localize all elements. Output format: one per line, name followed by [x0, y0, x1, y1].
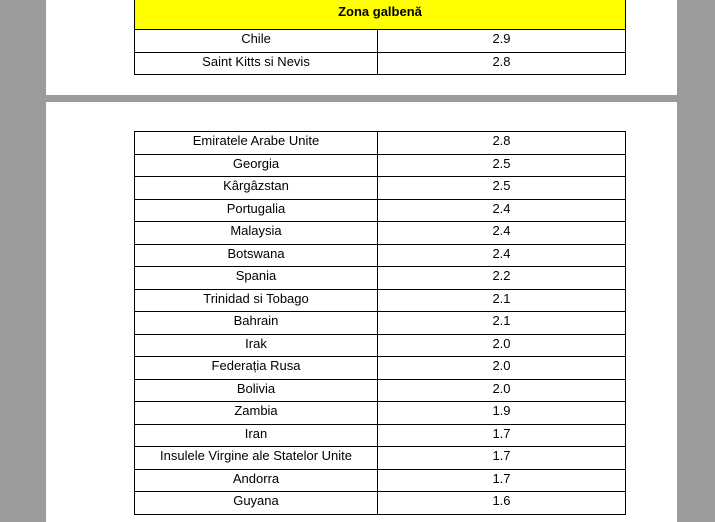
country-cell: Emiratele Arabe Unite	[135, 132, 378, 155]
country-cell: Chile	[135, 30, 378, 53]
value-cell: 2.0	[378, 379, 626, 402]
table-row	[135, 334, 626, 357]
table-row	[135, 379, 626, 402]
country-cell: Trinidad si Tobago	[135, 289, 378, 312]
value-cell: 2.1	[378, 312, 626, 335]
document-page-1	[46, 0, 677, 95]
zone-header: Zona galbenă	[135, 0, 626, 30]
value-cell: 1.6	[378, 492, 626, 515]
value-cell: 2.4	[378, 199, 626, 222]
value-cell: 2.0	[378, 334, 626, 357]
country-table-page-2	[134, 131, 626, 515]
table-row	[135, 289, 626, 312]
table-row	[135, 312, 626, 335]
country-cell: Bahrain	[135, 312, 378, 335]
country-cell: Insulele Virgine ale Statelor Unite	[135, 447, 378, 470]
table-row	[135, 132, 626, 155]
table-row	[135, 357, 626, 380]
country-cell: Botswana	[135, 244, 378, 267]
value-cell: 1.7	[378, 424, 626, 447]
zone-header-row	[135, 0, 626, 30]
country-cell: Federația Rusa	[135, 357, 378, 380]
country-cell: Portugalia	[135, 199, 378, 222]
value-cell: 2.5	[378, 177, 626, 200]
value-cell: 1.7	[378, 469, 626, 492]
country-cell: Kârgâzstan	[135, 177, 378, 200]
country-cell: Andorra	[135, 469, 378, 492]
country-cell: Guyana	[135, 492, 378, 515]
country-cell: Zambia	[135, 402, 378, 425]
table-row	[135, 154, 626, 177]
table-row	[135, 177, 626, 200]
table-row	[135, 424, 626, 447]
country-cell: Iran	[135, 424, 378, 447]
country-cell: Irak	[135, 334, 378, 357]
table-row	[135, 402, 626, 425]
country-table-page-1	[134, 0, 626, 75]
value-cell: 2.9	[378, 30, 626, 53]
table-row	[135, 469, 626, 492]
value-cell: 2.5	[378, 154, 626, 177]
value-cell: 2.8	[378, 52, 626, 75]
value-cell: 2.2	[378, 267, 626, 290]
country-cell: Bolivia	[135, 379, 378, 402]
table-row	[135, 447, 626, 470]
value-cell: 1.9	[378, 402, 626, 425]
country-cell: Malaysia	[135, 222, 378, 245]
country-cell: Saint Kitts si Nevis	[135, 52, 378, 75]
value-cell: 2.0	[378, 357, 626, 380]
table-row	[135, 244, 626, 267]
table-row	[135, 199, 626, 222]
value-cell: 2.1	[378, 289, 626, 312]
table-row	[135, 267, 626, 290]
value-cell: 2.8	[378, 132, 626, 155]
value-cell: 2.4	[378, 222, 626, 245]
document-page-2	[46, 102, 677, 522]
table-row	[135, 52, 626, 75]
table-row	[135, 492, 626, 515]
value-cell: 2.4	[378, 244, 626, 267]
country-cell: Spania	[135, 267, 378, 290]
country-cell: Georgia	[135, 154, 378, 177]
table-row	[135, 222, 626, 245]
table-row	[135, 30, 626, 53]
value-cell: 1.7	[378, 447, 626, 470]
